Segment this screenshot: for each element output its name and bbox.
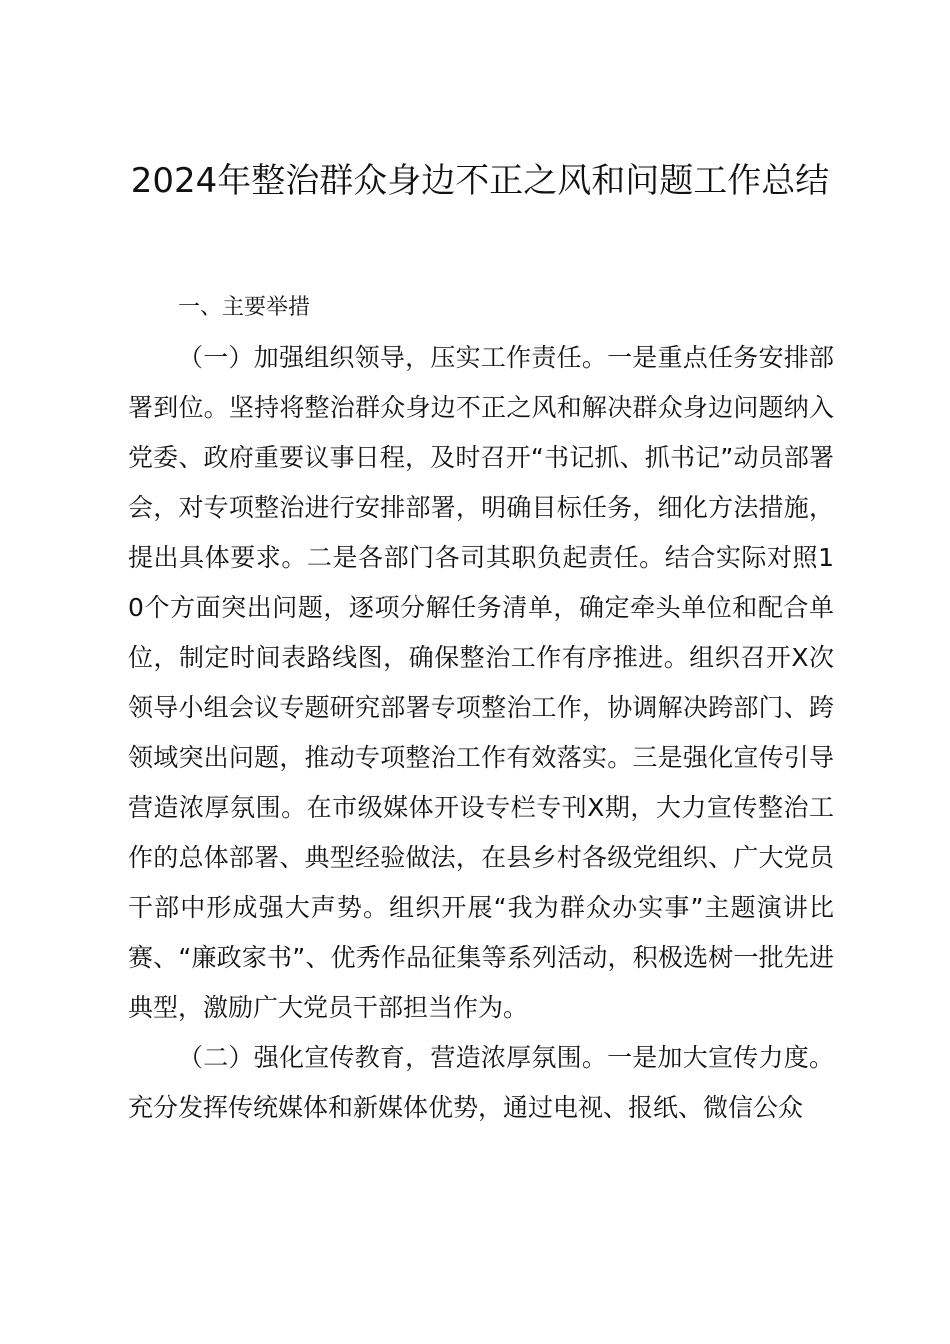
document-body: [128, 283, 834, 1133]
section-heading: 一、主要举措: [178, 295, 311, 320]
paragraph-1: （一）加强组织领导，压实工作责任。一是重点任务安排部署到位。坚持将整治群众身边不正之风和解决群众身边问题纳入党委、政府重要议事日程，及时召开“书记抓、抓书记”动员部署会，对专项整治进行安排部署，明确目标任务，细化方法措施，提出具体要求。二是各部门各司其职负起责任。结合实际对照10个方面突出问题，逐项分解任务清单，确定牵头单位和配合单位，制定时间表路线图，确保整治工作有序推进。组织召开X次领导小组会议专题研究部署专项整治工作，协调解决跨部门、跨领域突出问题，推动专项整治工作有效落实。三是强化宣传引导营造浓厚氛围。在市级媒体开设专栏专刊X期，大力宣传整治工作的总体部署、典型经验做法，在县乡村各级党组织、广大党员干部中形成强大声势。组织开展“我为群众办实事”主题演讲比赛、“廉政家书”、优秀作品征集等系列活动，积极选树一批先进典型，激励广大党员干部担当作为。: [128, 343, 834, 1022]
document-title: 2024年整治群众身边不正之风和问题工作总结: [130, 161, 830, 201]
paragraph-2: （二）强化宣传教育，营造浓厚氛围。一是加大宣传力度。充分发挥传统媒体和新媒体优势，通过电视、报纸、微信公众: [128, 1043, 834, 1122]
